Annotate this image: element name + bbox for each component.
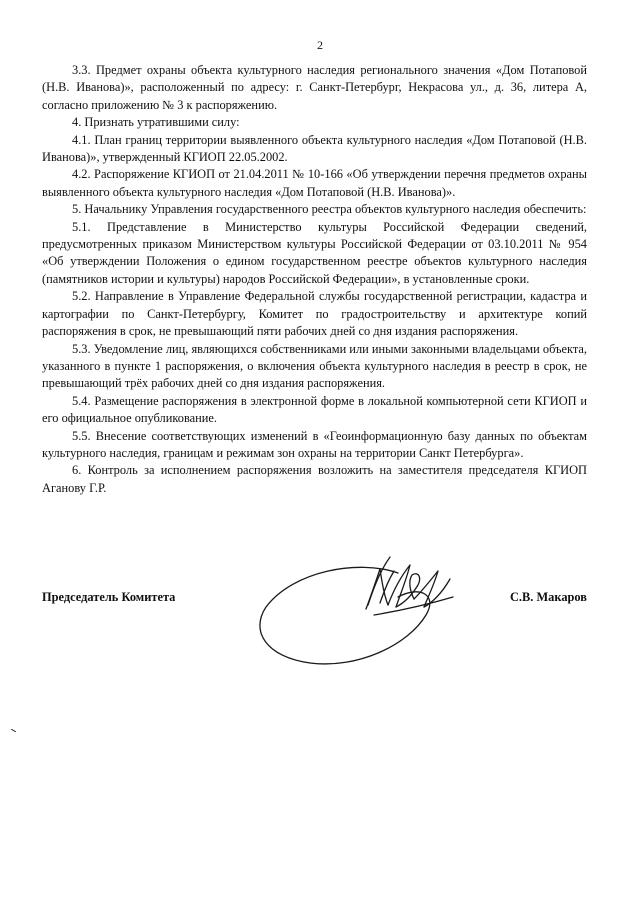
paragraph-3-3: 3.3. Предмет охраны объекта культурного наследия регионального значения «Дом Потаповой (Н.В. Иванова)», расположенный по адресу: г. Санкт-Петербург, Некрасова ул., д. 36, литера А, согласно приложению № 3 к распоряжению. — [42, 63, 587, 112]
paragraph-5: 5. Начальнику Управления государственного реестра объектов культурного наследия обеспечить: — [72, 202, 587, 217]
paragraph-6: 6. Контроль за исполнением распоряжения возложить на заместителя председателя КГИОП Аганову Г.Р. — [42, 463, 587, 495]
document-body — [42, 62, 587, 497]
signer-name: С.В. Макаров — [509, 590, 587, 604]
paragraph-5-1: 5.1. Представление в Министерство культуры Российской Федерации сведений, предусмотренных приказом Министерством культуры Российской Федерации от 03.10.2011 № 954 «Об утверждении Положения о едином государственном реестре объектов культурного наследия (памятников истории и культуры) народов Российской Федерации», в установленные сроки. — [42, 219, 587, 286]
signer-title: Председатель Комитета — [42, 590, 176, 604]
paragraph-4: 4. Признать утратившими силу: — [72, 115, 240, 130]
paragraph-5-5: 5.5. Внесение соответствующих изменений в «Геоинформационную базу данных по объектам культурного наследия, границам и режимам зон охраны на территории Санкт Петербурга». — [42, 428, 587, 460]
paragraph-5-4: 5.4. Размещение распоряжения в электронной форме в локальной компьютерной сети КГИОП и его официальное опубликование. — [42, 393, 587, 426]
scan-mark — [11, 729, 16, 732]
paragraph-4-2: 4.2. Распоряжение КГИОП от 21.04.2011 № 10-166 «Об утверждении перечня предметов охраны выявленного объекта культурного наследия «Дом Потаповой (Н.В. Иванова)». — [42, 167, 587, 199]
paragraph-5-2: 5.2. Направление в Управление Федеральной службы государственной регистрации, кадастра и картографии по Санкт-Петербургу, Комитет по градостроительству и архитектуре копий распоряжения в срок, не превышающий пяти рабочих дней со дня издания распоряжения. — [42, 289, 587, 339]
paragraph-4-1: 4.1. План границ территории выявленного объекта культурного наследия «Дом Потаповой (Н.В. Иванова)», утвержденный КГИОП 22.05.2002. — [42, 132, 587, 165]
page-number: 2 — [317, 38, 323, 52]
paragraph-5-3: 5.3. Уведомление лиц, являющихся собственниками или иными законными владельцами объекта, указанного в пункте 1 распоряжения, о включения объекта культурного наследия в реестр в срок, не превышающий трёх рабочих дней со дня издания распоряжения. — [42, 341, 587, 391]
handwritten-signature — [248, 545, 473, 670]
